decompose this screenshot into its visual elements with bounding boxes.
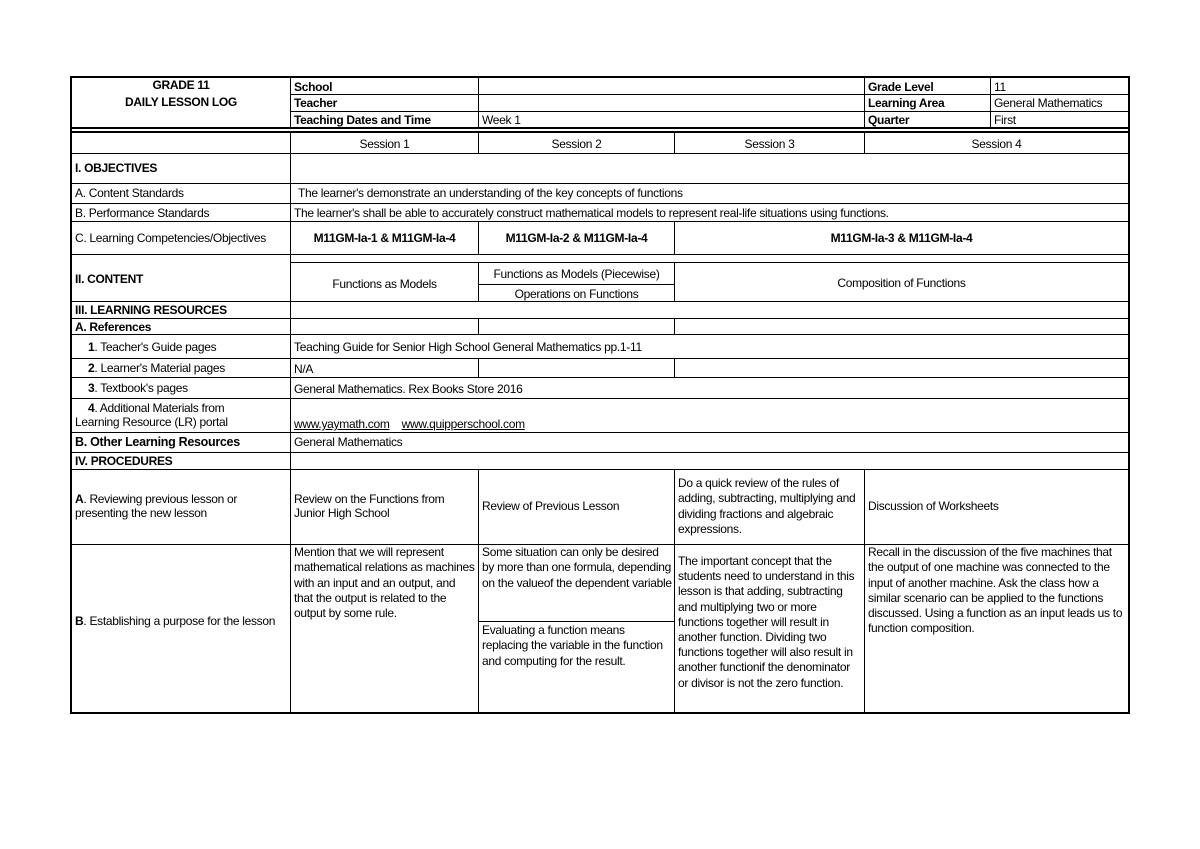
content-standards-text: The learner's demonstrate an understanding of the key concepts of functions	[298, 186, 683, 200]
teacher-label: Teacher	[294, 96, 338, 110]
grade-heading: GRADE 11	[152, 78, 210, 92]
textbook-value: General Mathematics. Rex Books Store 2016	[294, 382, 523, 396]
content-session-1: Functions as Models	[332, 277, 437, 291]
procedure-b-session-2-bottom: Evaluating a function means replacing the variable in the function and computing for the result.	[482, 623, 663, 668]
procedure-b-letter: B	[75, 614, 84, 628]
learners-material-value: N/A	[294, 362, 314, 376]
performance-standards-label: B. Performance Standards	[75, 206, 210, 220]
competency-session-2: M11GM-Ia-2 & M11GM-Ia-4	[505, 231, 648, 245]
procedure-b-session-4: Recall in the discussion of the five machines that the output of one machine was connected to the input of another machine. Ask the class how a similar scenario can be applied to the functions discussed. Using a function as an input leads us to function composition.	[868, 545, 1123, 636]
performance-standards-text: The learner's shall be able to accurately construct mathematical models to represent real-life situations using functions.	[294, 206, 889, 220]
references-label: A. References	[75, 320, 152, 334]
session-1-header: Session 1	[359, 137, 410, 151]
teacher-field[interactable]	[482, 96, 862, 110]
learning-area-field[interactable]: General Mathematics	[994, 96, 1103, 110]
content-session-3-4: Composition of Functions	[837, 276, 966, 290]
session-3-header: Session 3	[744, 137, 795, 151]
session-4-header: Session 4	[971, 137, 1022, 151]
grade-level-label: Grade Level	[868, 80, 934, 94]
content-heading: II. CONTENT	[75, 272, 144, 286]
additional-materials-links	[294, 417, 1126, 431]
competency-session-3-4: M11GM-Ia-3 & M11GM-Ia-4	[830, 231, 973, 245]
competency-session-1: M11GM-Ia-1 & M11GM-Ia-4	[313, 231, 456, 245]
additional-materials-label-line1	[88, 401, 289, 415]
session-2-header: Session 2	[551, 137, 602, 151]
learning-resources-heading: III. LEARNING RESOURCES	[75, 303, 227, 317]
procedure-b-session-1: Mention that we will represent mathematical relations as machines with an input and an output, and that the output is related to the output by some rule.	[294, 545, 475, 621]
procedure-a-letter: A	[75, 492, 84, 506]
teachers-guide-number: 1	[88, 340, 95, 354]
textbook-number: 3	[88, 381, 95, 395]
grade-level-field[interactable]: 11	[994, 80, 1006, 94]
objectives-heading: I. OBJECTIVES	[75, 161, 158, 175]
procedure-a-label-text: . Reviewing previous lesson or presenting the new lesson	[75, 492, 238, 520]
procedure-a-session-1: Review on the Functions from Junior High School	[294, 492, 445, 520]
yaymath-link[interactable]: www.yaymath.com	[294, 417, 390, 431]
textbook-label-text: . Textbook's pages	[94, 381, 188, 395]
learners-material-label	[88, 361, 289, 375]
teachers-guide-label-text: . Teacher's Guide pages	[94, 340, 217, 354]
procedure-b-label	[75, 614, 285, 646]
procedure-a-session-3: Do a quick review of the rules of adding, subtracting, multiplying and dividing fractions and algebraic expressions.	[678, 476, 856, 536]
other-resources-value: General Mathematics	[294, 435, 403, 449]
procedure-b-label-text: . Establishing a purpose for the lesson	[83, 614, 276, 628]
teachers-guide-label	[88, 340, 289, 354]
additional-materials-label-line2: Learning Resource (LR) portal	[75, 415, 228, 429]
content-session-2-top: Functions as Models (Piecewise)	[493, 267, 660, 281]
procedure-a-session-2: Review of Previous Lesson	[482, 499, 620, 513]
additional-materials-number: 4	[88, 401, 95, 415]
textbook-label	[88, 381, 289, 395]
teaching-dates-field[interactable]: Week 1	[482, 113, 521, 127]
learning-area-label: Learning Area	[868, 96, 945, 110]
learners-material-label-text: . Learner's Material pages	[94, 361, 225, 375]
procedure-a-label	[75, 492, 285, 524]
quarter-field[interactable]: First	[994, 113, 1016, 127]
content-session-2-bottom: Operations on Functions	[514, 287, 639, 301]
procedure-a-session-4: Discussion of Worksheets	[868, 499, 999, 513]
quipperschool-link[interactable]: www.quipperschool.com	[401, 417, 525, 431]
other-resources-label: B. Other Learning Resources	[75, 435, 240, 449]
procedures-heading: IV. PROCEDURES	[75, 454, 173, 468]
procedure-b-session-3: The important concept that the students need to understand in this lesson is that adding, subtracting and multiplying two or more functions together will result in another function. Dividing two functions together will also result in another functionif the denominator or divisor is not the zero function.	[678, 554, 855, 690]
teachers-guide-value: Teaching Guide for Senior High School General Mathematics pp.1-11	[294, 340, 642, 354]
quarter-label: Quarter	[868, 113, 910, 127]
daily-lesson-log-heading: DAILY LESSON LOG	[125, 95, 237, 109]
procedure-b-session-2-top: Some situation can only be desired by more than one formula, depending on the valueof the dependent variable	[482, 545, 672, 590]
learners-material-number: 2	[88, 361, 95, 375]
school-field[interactable]	[482, 80, 862, 94]
school-label: School	[294, 80, 333, 94]
teaching-dates-label: Teaching Dates and Time	[294, 113, 431, 127]
additional-materials-label-text: . Additional Materials from	[94, 401, 225, 415]
competencies-label: C. Learning Competencies/Objectives	[75, 231, 266, 245]
content-standards-label: A. Content Standards	[75, 186, 184, 200]
